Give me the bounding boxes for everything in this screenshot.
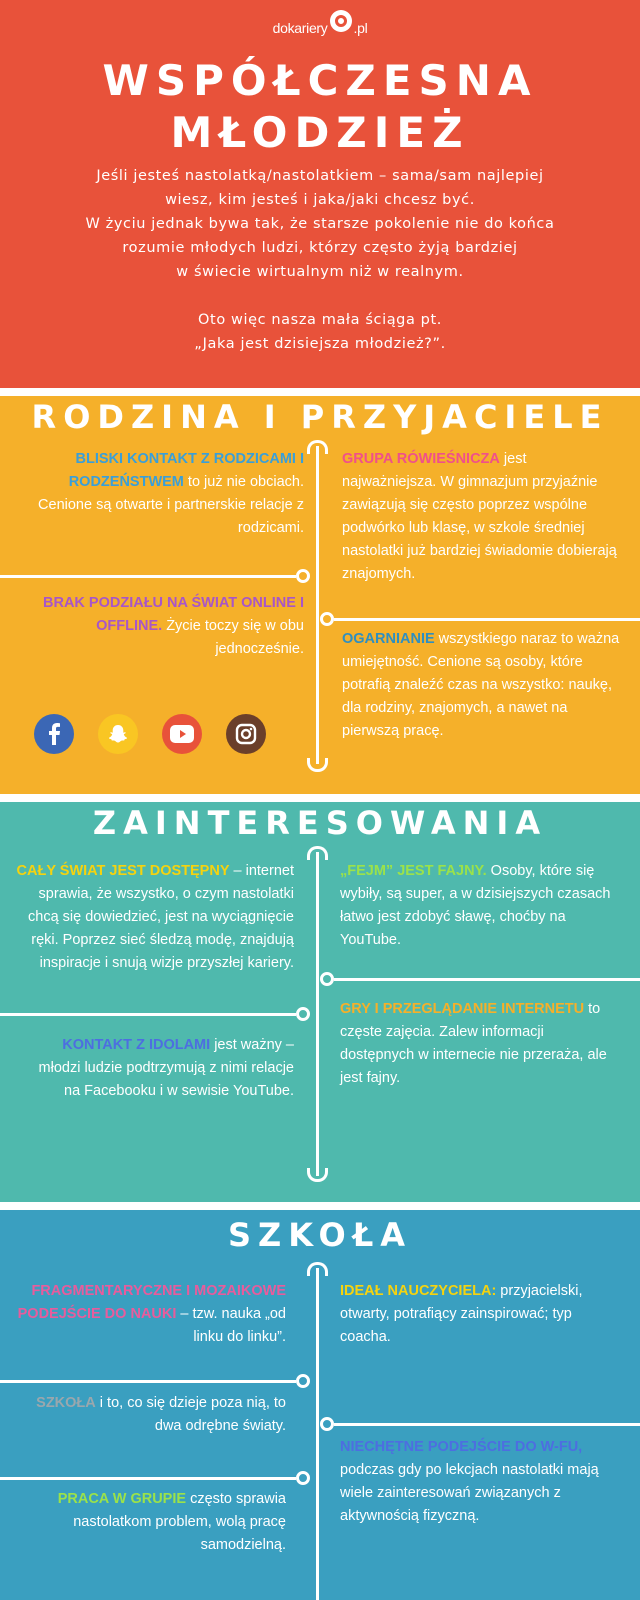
logo-text: dokariery <box>272 20 328 36</box>
item-highlight: KONTAKT Z IDOLAMI <box>62 1037 211 1053</box>
logo[interactable] <box>0 10 640 37</box>
item-highlight: OGARNIANIE <box>342 631 435 647</box>
intro-paragraph-1: Jeśli jesteś nastolatką/nastolatkiem – sama/sam najlepiej wiesz, kim jesteś i jaka/jaki chcesz być. W życiu jednak bywa tak, że starsze pokolenie nie do końca rozumie młodych ludzi, którzy często żyją bardziej w świecie wirtualnym niż w realnym. <box>85 168 555 280</box>
title-line-2: MŁODZIEŻ <box>170 108 470 157</box>
connector-line <box>334 618 640 621</box>
hero-section <box>0 0 640 388</box>
interests-item-4 <box>340 998 622 1090</box>
item-highlight: PRACA W GRUPIE <box>57 1491 187 1507</box>
item-highlight: NIECHĘTNE PODEJŚCIE DO W-FU, <box>340 1439 583 1455</box>
item-text: – internet sprawia, że wszystko, o czym nastolatki chcą się dowiedzieć, jest na wyciągnięcie ręki. Poprzez sieć śledzą modę, znajdują inspiracje i snują wizje przyszłej kariery. <box>28 863 294 971</box>
timeline-line <box>316 446 319 764</box>
family-item-4 <box>342 628 622 743</box>
family-item-2 <box>342 448 622 586</box>
youtube-icon[interactable] <box>162 714 202 754</box>
school-item-2 <box>340 1280 622 1349</box>
item-highlight: SZKOŁA <box>36 1395 96 1411</box>
item-highlight: GRY I PRZEGLĄDANIE INTERNETU <box>340 1001 585 1017</box>
item-highlight: „FEJM” JEST FAJNY. <box>340 863 487 879</box>
connector-dot <box>320 972 334 986</box>
school-section <box>0 1210 640 1600</box>
connector-dot <box>320 1417 334 1431</box>
item-text: to częste zajęcia. Zalew informacji dostępnych w internecie nie przeraża, ale jest fajny. <box>340 1001 607 1086</box>
section-title-school: SZKOŁA <box>227 1216 413 1254</box>
connector-line <box>0 1013 296 1016</box>
connector-dot <box>296 1471 310 1485</box>
item-text: Osoby, które się wybiły, są super, a w dzisiejszych czasach łatwo jest zdobyć sławę, choćby na YouTube. <box>340 863 611 948</box>
school-item-1 <box>14 1280 286 1349</box>
item-text: i to, co się dzieje poza nią, to dwa odrębne światy. <box>95 1395 286 1434</box>
family-item-3 <box>28 592 304 661</box>
intro-paragraph-2: Oto więc nasza mała ściąga pt. „Jaka jest dzisiejsza młodzież?”. <box>194 312 446 352</box>
snapchat-icon[interactable] <box>98 714 138 754</box>
item-text: jest najważniejsza. W gimnazjum przyjaźnie zawiązują się często poprzez wspólne podwórko lub klasę, w szkole średniej nastolatki już bardziej świadomie dobierają znajomych. <box>342 451 617 582</box>
item-highlight: IDEAŁ NAUCZYCIELA: <box>340 1283 497 1299</box>
item-highlight: BLISKI KONTAKT Z RODZICAMI I RODZEŃSTWEM <box>68 451 304 490</box>
section-title-family: RODZINA I PRZYJACIELE <box>31 398 609 436</box>
section-title-interests: ZAINTERESOWANIA <box>92 804 548 842</box>
facebook-icon[interactable] <box>34 714 74 754</box>
item-highlight: CAŁY ŚWIAT JEST DOSTĘPNY <box>16 863 230 879</box>
item-text: podczas gdy po lekcjach nastolatki mają wiele zainteresowań związanych z aktywnością fizyczną. <box>340 1462 599 1524</box>
item-text: wszystkiego naraz to ważna umiejętność. Cenione są osoby, które potrafią znaleźć czas na wszystko: naukę, dla rodziny, znajomych, a nawet na pierwszą pracę. <box>342 631 620 739</box>
social-icons <box>34 714 266 754</box>
school-item-4 <box>340 1436 622 1528</box>
item-highlight: BRAK PODZIAŁU NA ŚWIAT ONLINE I OFFLINE. <box>43 595 304 634</box>
item-text: to już nie obciach. Cenione są otwarte i partnerskie relacje z rodzicami. <box>38 474 304 536</box>
connector-line <box>334 1423 640 1426</box>
connector-line <box>334 978 640 981</box>
connector-line <box>0 575 296 578</box>
item-highlight: GRUPA RÓWIEŚNICZA <box>342 451 500 467</box>
school-item-3 <box>14 1392 286 1438</box>
connector-line <box>0 1477 296 1480</box>
logo-suffix: .pl <box>353 20 368 36</box>
page-title <box>0 55 640 159</box>
timeline-line <box>316 852 319 1176</box>
interests-section <box>0 802 640 1202</box>
instagram-icon[interactable] <box>226 714 266 754</box>
family-section <box>0 396 640 794</box>
connector-line <box>0 1380 296 1383</box>
connector-dot <box>320 612 334 626</box>
logo-badge-icon <box>330 10 352 32</box>
interests-item-3 <box>38 1034 294 1103</box>
item-highlight: FRAGMENTARYCZNE I MOZAIKOWE PODEJŚCIE DO NAUKI <box>17 1283 286 1322</box>
timeline-cap-bottom <box>307 1168 328 1182</box>
interests-item-1 <box>14 860 294 975</box>
item-text: często sprawia nastolatkom problem, wolą pracę samodzielną. <box>73 1491 286 1553</box>
item-text: jest ważny – młodzi ludzie podtrzymują z nimi relacje na Facebooku i w sewisie YouTube. <box>38 1037 294 1099</box>
item-text: Życie toczy się w obu jednocześnie. <box>162 618 304 657</box>
timeline-cap-bottom <box>307 758 328 772</box>
item-text: przyjacielski, otwarty, potrafiący zainspirować; typ coacha. <box>340 1283 583 1345</box>
school-item-5 <box>30 1488 286 1557</box>
item-text: – tzw. nauka „od linku do linku”. <box>176 1306 286 1345</box>
connector-dot <box>296 1007 310 1021</box>
timeline-line <box>316 1268 319 1600</box>
intro-text <box>40 164 600 356</box>
family-item-1 <box>28 448 304 540</box>
connector-dot <box>296 569 310 583</box>
title-line-1: WSPÓŁCZESNA <box>102 56 538 105</box>
connector-dot <box>296 1374 310 1388</box>
interests-item-2 <box>340 860 622 952</box>
